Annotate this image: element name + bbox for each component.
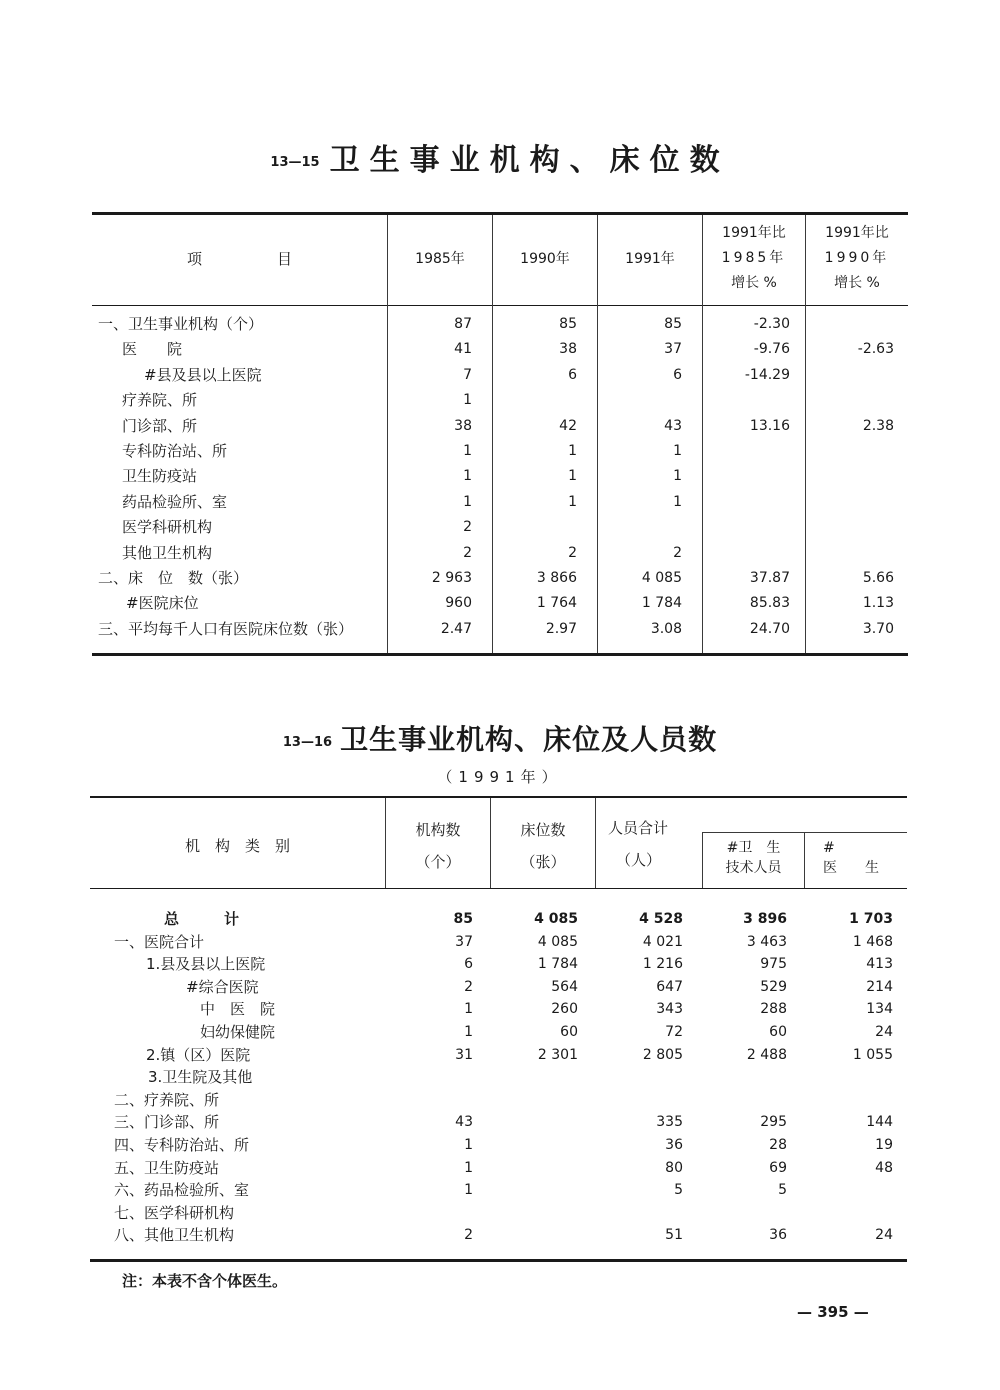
table1-header-item: 项 目 <box>186 250 292 268</box>
header-line: （张） <box>520 853 566 871</box>
header-line: 医 生 <box>823 860 879 876</box>
cell-inst: 1 <box>464 1001 473 1018</box>
table-row <box>92 312 908 337</box>
cell-g90: 5.66 <box>862 570 894 586</box>
row-label: #综合医院 <box>186 977 259 996</box>
cell-v1985: 7 <box>463 366 472 383</box>
cell-tech: 36 <box>769 1227 787 1244</box>
cell-tech: 3 896 <box>743 911 787 927</box>
cell-v1991: 1 <box>673 468 682 485</box>
cell-staff: 2 805 <box>642 1046 683 1063</box>
cell-g85: 13.16 <box>749 417 790 434</box>
cell-v1991: 4 085 <box>641 570 682 586</box>
table2-title: 卫生事业机构、床位及人员数 <box>340 723 718 756</box>
table-row <box>92 617 908 642</box>
table2-header-beds <box>491 814 595 878</box>
cell-inst: 31 <box>455 1046 473 1063</box>
row-label: 三、门诊部、所 <box>114 1113 220 1132</box>
row-label: 三、平均每千人口有医院床位数（张） <box>98 619 354 638</box>
table-row <box>92 363 908 388</box>
cell-doctor: 24 <box>875 1227 893 1244</box>
row-label: 2.镇（区）医院 <box>146 1045 251 1064</box>
cell-v1991: 1 784 <box>641 595 682 612</box>
table-row <box>90 976 907 998</box>
cell-staff: 5 <box>674 1182 683 1199</box>
cell-g85: 37.87 <box>749 570 790 586</box>
cell-tech: 60 <box>769 1024 787 1040</box>
cell-g85: 85.83 <box>749 595 790 612</box>
cell-v1990: 6 <box>568 366 577 383</box>
table-row <box>92 591 908 616</box>
header-line: 1985年 <box>721 250 787 266</box>
table1-number: 13—15 <box>270 155 320 170</box>
cell-v1985: 38 <box>454 417 472 434</box>
table-row <box>92 464 908 489</box>
table2-top-rule <box>90 796 907 798</box>
table-row <box>90 1044 907 1066</box>
cell-v1985: 87 <box>454 316 472 332</box>
table2-header-rule <box>90 888 907 889</box>
table1-top-rule <box>92 212 908 215</box>
cell-beds: 4 085 <box>534 911 578 927</box>
table-row <box>90 1179 907 1201</box>
cell-tech: 2 488 <box>746 1046 787 1063</box>
cell-v1985: 1 <box>463 392 472 409</box>
cell-doctor: 134 <box>866 1001 893 1018</box>
table2-bottom-rule <box>90 1259 907 1262</box>
cell-doctor: 19 <box>875 1137 893 1153</box>
table-row <box>92 541 908 566</box>
cell-v1990: 3 866 <box>536 570 577 586</box>
table-row <box>92 337 908 362</box>
cell-staff: 4 021 <box>642 933 683 950</box>
cell-tech: 288 <box>760 1001 787 1018</box>
cell-g90: 1.13 <box>862 595 894 612</box>
table-row <box>90 1157 907 1179</box>
cell-v1990: 2 <box>568 544 577 561</box>
header-line: 人员合计 <box>608 819 669 837</box>
header-line: 增长 % <box>834 275 880 291</box>
row-label: 其他卫生机构 <box>122 543 213 562</box>
table-row <box>92 439 908 464</box>
header-line: 1991年比 <box>722 225 786 241</box>
cell-g85: -14.29 <box>744 366 790 383</box>
row-label: 医 院 <box>122 340 183 359</box>
row-label: 门诊部、所 <box>122 416 198 435</box>
cell-v1991: 85 <box>664 316 682 332</box>
cell-beds: 2 301 <box>537 1046 578 1063</box>
row-label: 妇幼保健院 <box>200 1023 276 1041</box>
cell-staff: 51 <box>665 1227 683 1244</box>
row-label: 二、床 位 数（张） <box>98 569 249 587</box>
row-label: #医院床位 <box>126 594 199 613</box>
table-row <box>92 414 908 439</box>
cell-v1990: 1 <box>568 468 577 485</box>
cell-staff: 72 <box>665 1024 683 1040</box>
cell-v1990: 42 <box>559 417 577 434</box>
cell-inst: 43 <box>455 1114 473 1131</box>
cell-v1985: 2 <box>463 519 472 536</box>
page-number: — 395 — <box>797 1303 869 1321</box>
cell-v1985: 1 <box>463 493 472 510</box>
cell-staff: 4 528 <box>639 911 683 927</box>
row-label: 3.卫生院及其他 <box>148 1068 253 1087</box>
table2 <box>90 796 907 1264</box>
cell-v1991: 2 <box>673 544 682 561</box>
cell-doctor: 48 <box>875 1159 893 1176</box>
cell-doctor: 214 <box>866 978 893 995</box>
table2-number: 13—16 <box>282 735 333 750</box>
cell-v1985: 41 <box>454 341 472 358</box>
cell-staff: 1 216 <box>642 956 683 973</box>
cell-inst: 2 <box>464 1227 473 1244</box>
cell-g90: 3.70 <box>862 620 894 637</box>
cell-inst: 2 <box>464 978 473 995</box>
cell-v1990: 1 764 <box>536 595 577 612</box>
cell-beds: 1 784 <box>537 956 578 973</box>
row-label: #县及县以上医院 <box>144 365 262 384</box>
cell-doctor: 1 468 <box>852 933 893 950</box>
table-row <box>90 1111 907 1133</box>
cell-doctor: 413 <box>866 956 893 973</box>
header-line: （人） <box>616 851 662 869</box>
cell-v1990: 38 <box>559 341 577 358</box>
cell-staff: 335 <box>656 1114 683 1131</box>
cell-tech: 28 <box>769 1137 787 1153</box>
cell-v1985: 960 <box>445 595 472 612</box>
table1-title-block <box>0 135 1000 179</box>
cell-tech: 529 <box>760 978 787 995</box>
cell-beds: 564 <box>551 978 578 995</box>
table2-subtitle: （1991年） <box>437 768 563 786</box>
table2-header-tech <box>703 838 804 878</box>
cell-v1991: 6 <box>673 366 682 383</box>
row-label: 二、疗养院、所 <box>114 1090 220 1109</box>
cell-inst: 85 <box>453 911 473 927</box>
table1 <box>92 212 908 657</box>
header-line: 1990年 <box>824 250 890 266</box>
table1-header-growth90 <box>806 221 908 296</box>
row-label: 一、卫生事业机构（个） <box>98 315 264 333</box>
row-label: 一、医院合计 <box>114 932 205 951</box>
table1-bottom-rule <box>92 653 908 656</box>
cell-v1985: 1 <box>463 468 472 485</box>
cell-v1991: 3.08 <box>650 620 682 637</box>
header-line: （个） <box>415 853 461 871</box>
cell-doctor: 144 <box>866 1114 893 1131</box>
cell-inst: 37 <box>455 933 473 950</box>
row-label: 1.县及县以上医院 <box>146 955 266 974</box>
header-line: #卫 生 <box>726 840 781 856</box>
row-label: 八、其他卫生机构 <box>114 1226 235 1245</box>
cell-doctor: 24 <box>875 1024 893 1040</box>
header-line: # <box>823 840 835 856</box>
table-row <box>92 388 908 413</box>
table-row <box>92 490 908 515</box>
table-note: 注：本表不含个体医生。 <box>122 1272 288 1290</box>
cell-g90: -2.63 <box>857 341 894 358</box>
cell-v1985: 2 963 <box>431 570 472 586</box>
table2-title-block <box>0 718 1000 758</box>
table2-header-inst <box>386 814 490 878</box>
cell-v1990: 1 <box>568 443 577 459</box>
row-label: 七、医学科研机构 <box>114 1203 235 1222</box>
table-row <box>90 1224 907 1246</box>
cell-g85: -2.30 <box>753 316 790 332</box>
cell-inst: 1 <box>464 1024 473 1040</box>
table2-header-category: 机 构 类 别 <box>184 837 290 855</box>
table1-header-growth85 <box>703 221 805 296</box>
row-label: 中 医 院 <box>200 1000 276 1019</box>
cell-tech: 295 <box>760 1114 787 1131</box>
table1-header-1990: 1990年 <box>520 251 570 267</box>
cell-tech: 975 <box>760 956 787 973</box>
table1-header-rule <box>92 305 908 306</box>
table-row <box>90 998 907 1020</box>
cell-tech: 5 <box>778 1182 787 1199</box>
cell-staff: 80 <box>665 1159 683 1176</box>
header-line: 技术人员 <box>725 860 782 876</box>
table-row <box>92 515 908 540</box>
cell-doctor: 1 055 <box>852 1046 893 1063</box>
table1-header-1985: 1985年 <box>415 251 465 267</box>
row-label: 药品检验所、室 <box>122 492 228 511</box>
cell-v1991: 1 <box>673 493 682 510</box>
row-label: 疗养院、所 <box>122 391 198 410</box>
table-row <box>90 1089 907 1111</box>
table2-header-staff <box>596 812 702 876</box>
cell-inst: 1 <box>464 1137 473 1153</box>
table-row <box>90 953 907 975</box>
cell-tech: 3 463 <box>746 933 787 950</box>
table1-header-1991: 1991年 <box>625 251 675 267</box>
header-line: 增长 % <box>731 275 777 291</box>
cell-v1990: 1 <box>568 493 577 510</box>
table-row <box>90 1021 907 1043</box>
cell-staff: 343 <box>656 1001 683 1018</box>
cell-inst: 1 <box>464 1182 473 1199</box>
table2-header-doctor <box>805 838 907 878</box>
cell-v1990: 2.97 <box>545 620 577 637</box>
table-row <box>92 566 908 591</box>
cell-v1991: 1 <box>673 443 682 459</box>
cell-inst: 1 <box>464 1159 473 1176</box>
cell-tech: 69 <box>769 1159 787 1176</box>
cell-staff: 647 <box>656 978 683 995</box>
cell-v1985: 2.47 <box>440 620 472 637</box>
cell-v1985: 2 <box>463 544 472 561</box>
cell-g90: 2.38 <box>862 417 894 434</box>
table-row <box>90 1066 907 1088</box>
cell-v1991: 37 <box>664 341 682 358</box>
table-row <box>90 908 907 930</box>
row-label: 卫生防疫站 <box>122 467 198 486</box>
cell-v1991: 43 <box>664 417 682 434</box>
header-line: 1991年比 <box>825 225 889 241</box>
row-label: 五、卫生防疫站 <box>114 1158 220 1177</box>
table-row <box>90 931 907 953</box>
row-label: 医学科研机构 <box>122 518 213 537</box>
cell-v1990: 85 <box>559 316 577 332</box>
row-label: 专科防治站、所 <box>122 442 228 460</box>
cell-beds: 60 <box>560 1024 578 1040</box>
cell-staff: 36 <box>665 1137 683 1153</box>
table-row <box>90 1134 907 1156</box>
row-label: 总 计 <box>164 910 240 928</box>
cell-v1985: 1 <box>463 443 472 459</box>
cell-g85: 24.70 <box>749 620 790 637</box>
table-row <box>90 1202 907 1224</box>
table1-title: 卫生事业机构、床位数 <box>329 143 730 178</box>
cell-g85: -9.76 <box>753 341 790 358</box>
header-line: 床位数 <box>520 821 566 839</box>
cell-inst: 6 <box>464 956 473 973</box>
cell-beds: 4 085 <box>537 933 578 950</box>
row-label: 六、药品检验所、室 <box>114 1181 250 1200</box>
cell-doctor: 1 703 <box>849 911 893 927</box>
header-line: 机构数 <box>415 821 461 839</box>
cell-beds: 260 <box>551 1001 578 1018</box>
row-label: 四、专科防治站、所 <box>114 1136 250 1154</box>
